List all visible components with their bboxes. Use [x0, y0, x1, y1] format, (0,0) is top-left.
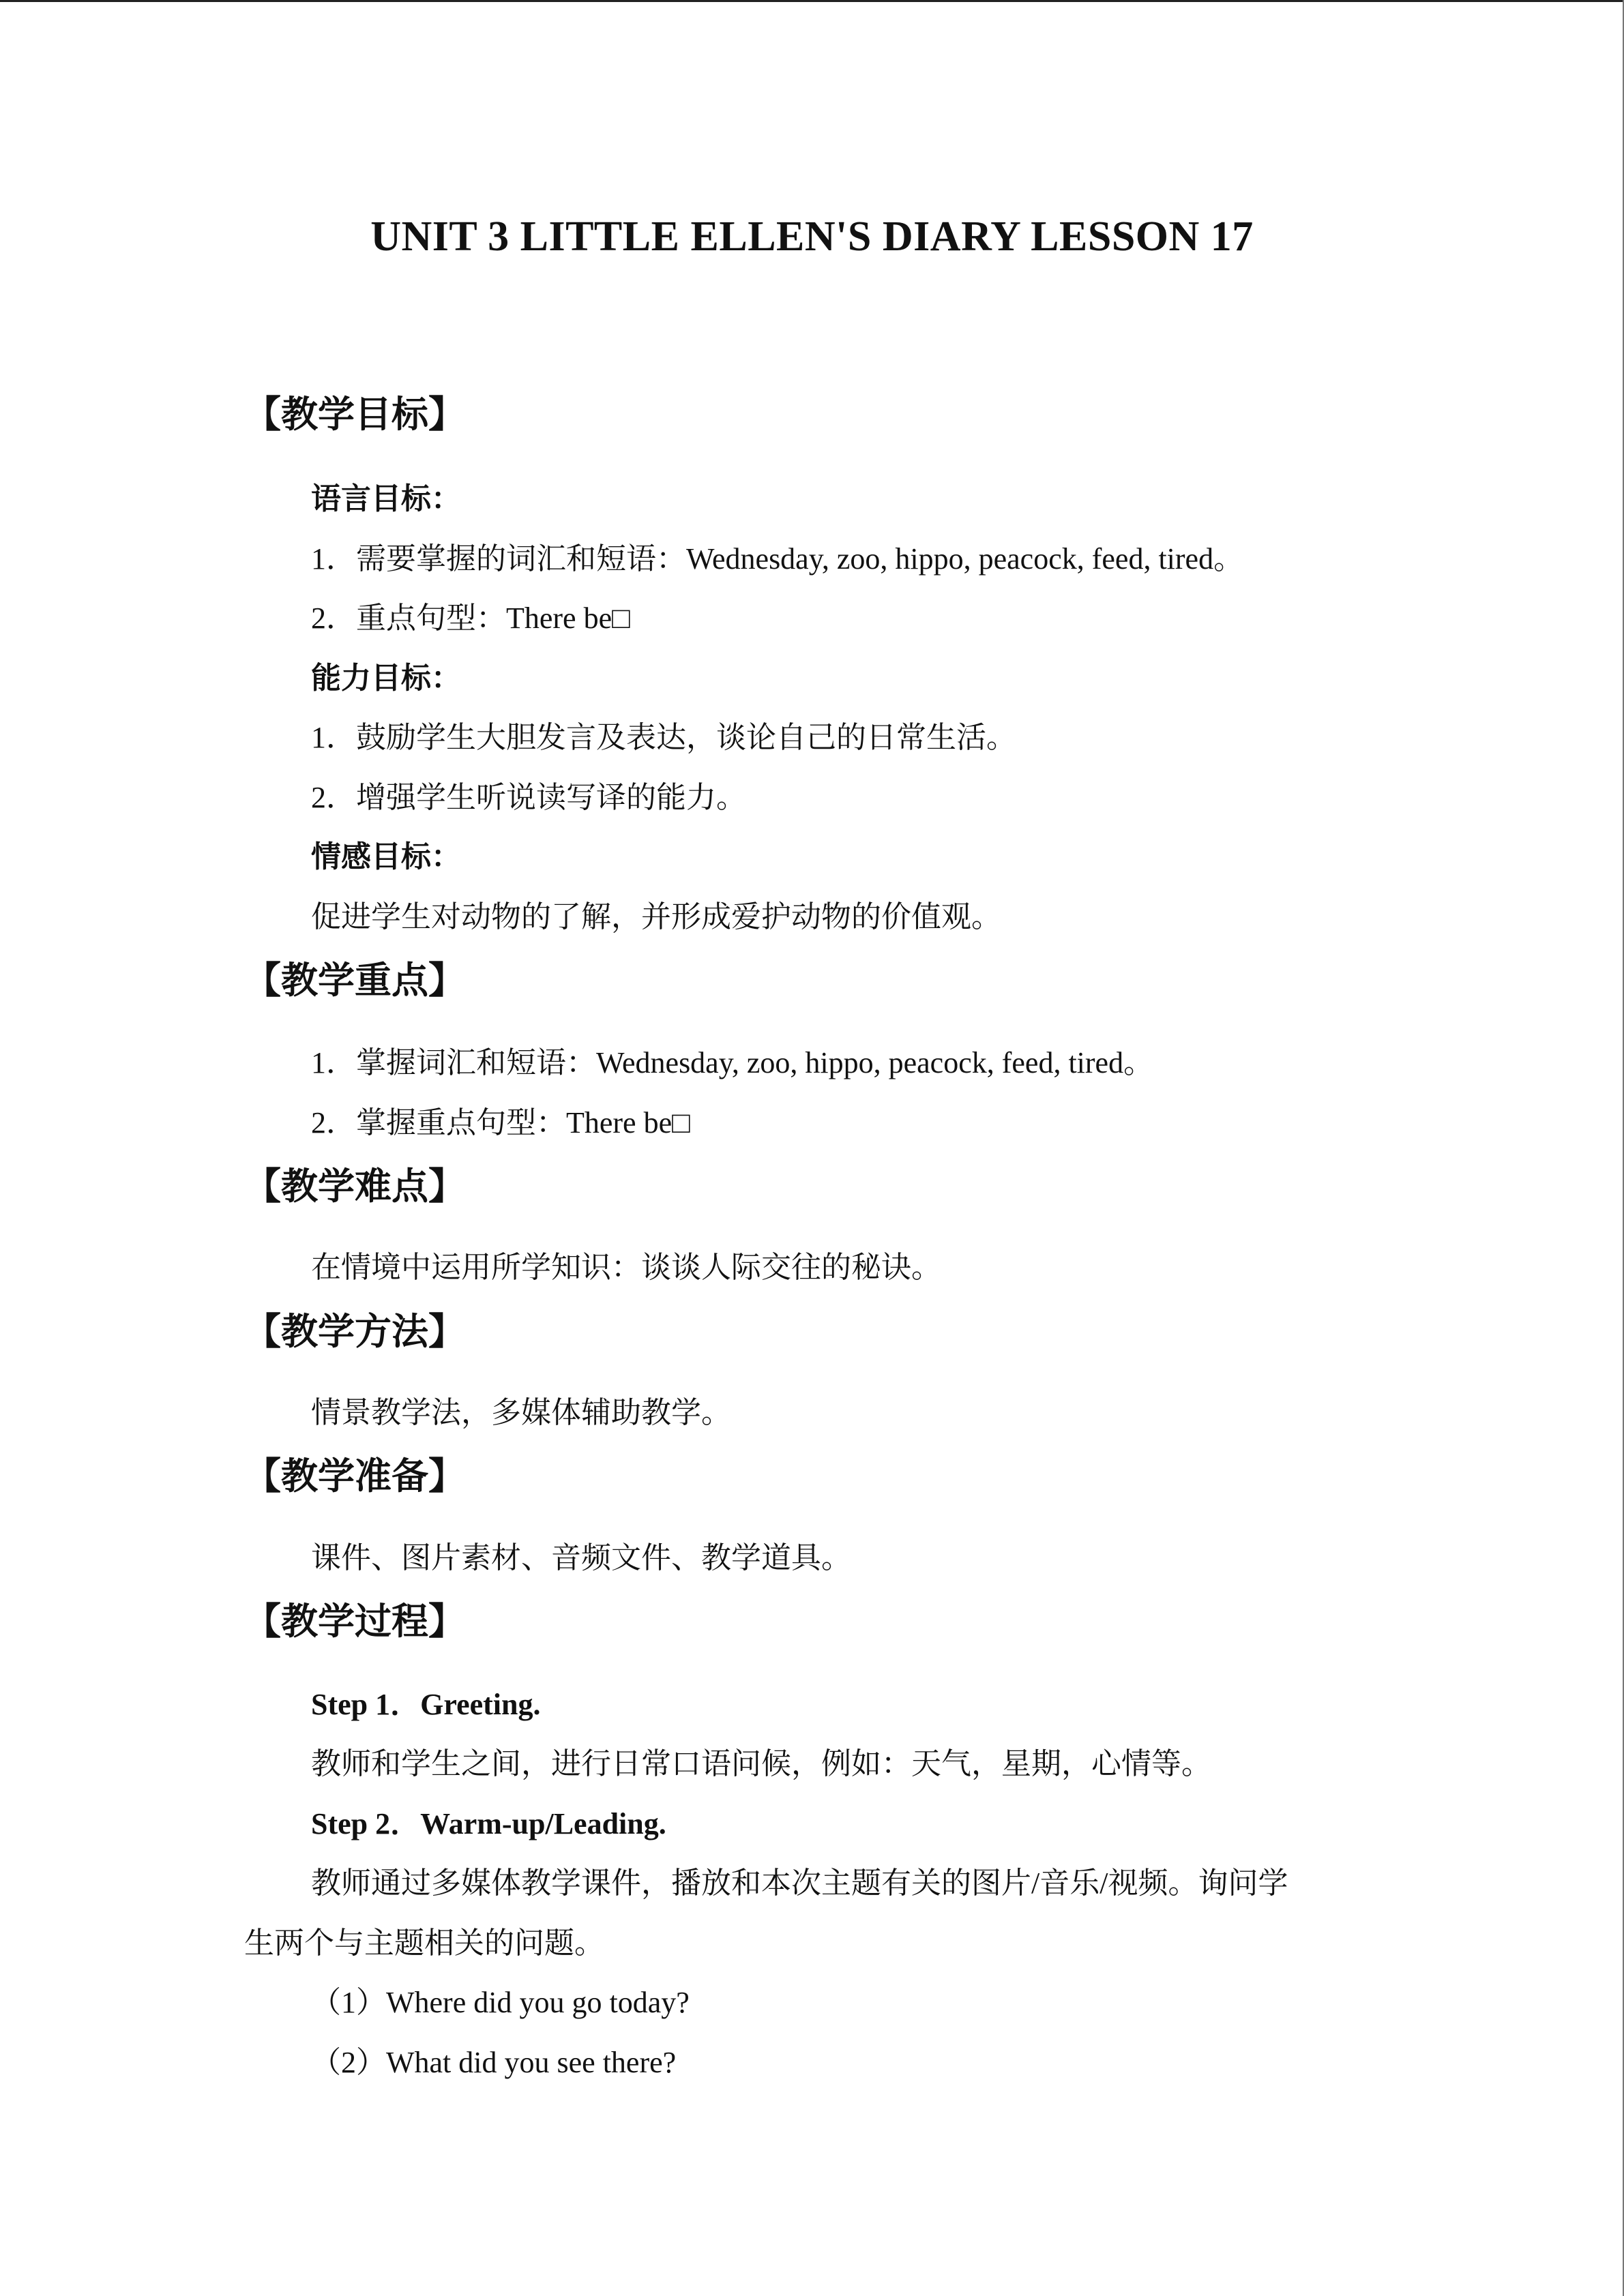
language-objective-1: 1．需要掌握的词汇和短语：Wednesday, zoo, hippo, peacock, feed, tired。 — [311, 542, 1244, 576]
heading-key-points: 【教学重点】 — [244, 959, 465, 1002]
label-ability-objectives: 能力目标： — [311, 661, 461, 696]
step-2-title: Step 2．Warm-up/Leading. — [311, 1807, 666, 1840]
heading-methods: 【教学方法】 — [244, 1310, 465, 1353]
difficulty-1: 在情境中运用所学知识：谈谈人际交往的秘诀。 — [311, 1251, 941, 1284]
label-emotion-objectives: 情感目标： — [311, 839, 461, 874]
key-point-2: 2．掌握重点句型：There be□ — [311, 1106, 690, 1139]
step-2-text-line-2: 生两个与主题相关的问题。 — [244, 1926, 604, 1960]
heading-preparation: 【教学准备】 — [244, 1455, 465, 1497]
emotion-objective-1: 促进学生对动物的了解，并形成爱护动物的价值观。 — [311, 900, 1001, 934]
ability-objective-2: 2．增强学生听说读写译的能力。 — [311, 781, 746, 814]
step-2-question-1: （1）Where did you go today? — [311, 1986, 690, 2019]
document-title: UNIT 3 LITTLE ELLEN'S DIARY LESSON 17 — [370, 213, 1254, 260]
method-1: 情景教学法，多媒体辅助教学。 — [311, 1396, 731, 1429]
label-language-objectives: 语言目标： — [311, 481, 461, 516]
key-point-1: 1．掌握词汇和短语：Wednesday, zoo, hippo, peacock, feed, tired。 — [311, 1046, 1154, 1079]
language-objective-2: 2．重点句型：There be□ — [311, 601, 630, 635]
heading-objectives: 【教学目标】 — [244, 393, 465, 436]
step-2-text-line-1: 教师通过多媒体教学课件，播放和本次主题有关的图片/音乐/视频。询问学 — [311, 1866, 1288, 1900]
step-2-question-2: （2）What did you see there? — [311, 2046, 677, 2079]
step-1-title: Step 1．Greeting. — [311, 1688, 541, 1721]
heading-process: 【教学过程】 — [244, 1600, 465, 1643]
preparation-1: 课件、图片素材、音频文件、教学道具。 — [311, 1541, 851, 1575]
step-1-text: 教师和学生之间，进行日常口语问候，例如：天气，星期，心情等。 — [311, 1747, 1211, 1780]
ability-objective-1: 1．鼓励学生大胆发言及表达，谈论自己的日常生活。 — [311, 721, 1016, 754]
heading-difficulties: 【教学难点】 — [244, 1165, 465, 1208]
